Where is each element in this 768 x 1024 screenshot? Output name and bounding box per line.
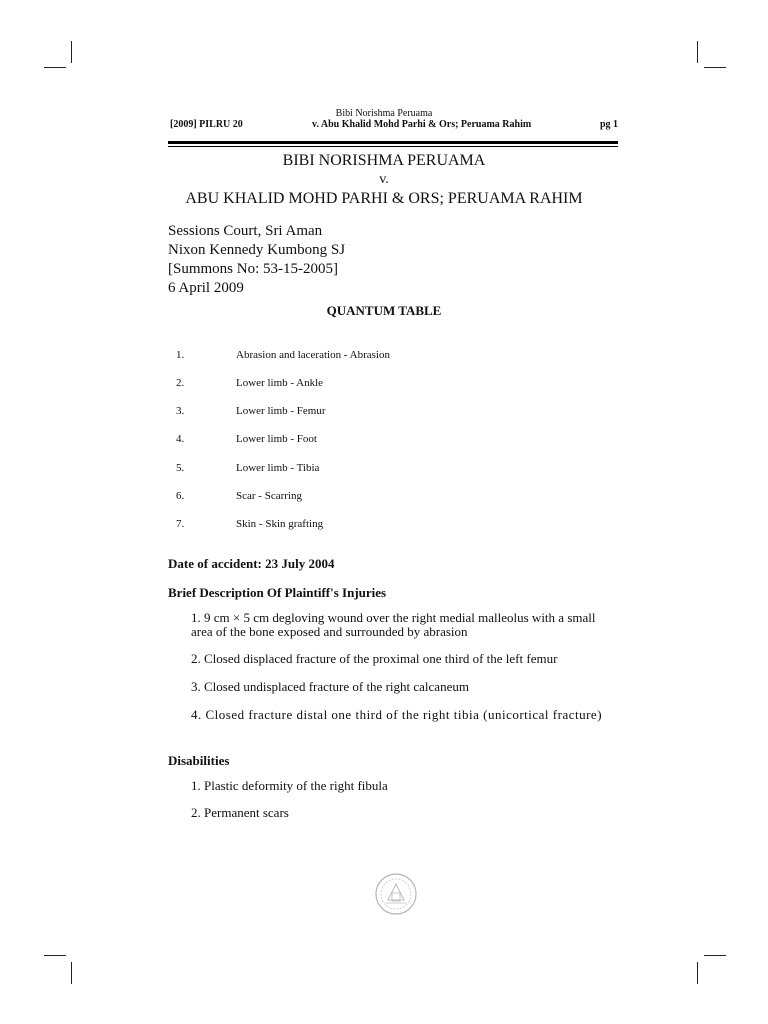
header-page-number: pg 1 [599,119,618,130]
header-citation: [2009] PILRU 20 [170,119,243,130]
crop-mark [44,955,66,956]
crop-mark [71,41,72,63]
injury-item: 1. 9 cm × 5 cm degloving wound over the right medial malleolus with a small area of the bone exposed and surrounded by abrasion [191,610,596,639]
case-title-defendants: ABU KHALID MOHD PARHI & ORS; PERUAMA RAHIM [185,190,583,207]
crop-mark [697,41,698,63]
quantum-item-number: 3. [176,405,185,417]
case-title-plaintiff: BIBI NORISHMA PERUAMA [282,152,486,169]
quantum-item-label: Lower limb - Femur [236,405,326,417]
quantum-item-label: Scar - Scarring [236,490,302,502]
header-parties: v. Abu Khalid Mohd Parhi & Ors; Peruama Rahim [312,119,532,130]
disability-item: 2. Permanent scars [191,805,289,820]
decision-date: 6 April 2009 [168,280,244,296]
crop-mark [44,67,66,68]
header-rule-thick [168,141,618,144]
quantum-item-number: 7. [176,518,185,530]
injuries-heading: Brief Description Of Plaintiff's Injuries [168,585,387,600]
quantum-item-label: Lower limb - Foot [236,433,317,445]
quantum-item-label: Skin - Skin grafting [236,518,324,530]
injury-item: 3. Closed undisplaced fracture of the right calcaneum [191,679,469,694]
case-title-versus: v. [379,172,389,187]
injury-item: 4. Closed fracture distal one third of the right tibia (unicortical fracture) [191,707,603,722]
crop-mark [71,962,72,984]
summons-number: [Summons No: 53-15-2005] [168,261,338,277]
quantum-table-heading: QUANTUM TABLE [326,303,442,318]
header-rule-thin [168,146,618,147]
disability-item: 1. Plastic deformity of the right fibula [191,778,388,793]
quantum-item-number: 4. [176,433,185,445]
case-meta [168,222,345,298]
crop-mark [697,962,698,984]
crop-mark [704,67,726,68]
quantum-item-label: Lower limb - Ankle [236,377,324,389]
quantum-item-label: Abrasion and laceration - Abrasion [236,349,390,361]
quantum-item-number: 2. [176,377,185,389]
quantum-item-number: 6. [176,490,185,502]
disabilities-heading: Disabilities [168,753,230,768]
running-header-title: Bibi Norishma Peruama [335,108,433,119]
court-name: Sessions Court, Sri Aman [168,223,323,239]
crop-mark [704,955,726,956]
quantum-item-label: Lower limb - Tibia [236,462,320,474]
quantum-item-number: 1. [176,349,185,361]
court-seal-icon [374,872,418,916]
injury-item: 2. Closed displaced fracture of the proximal one third of the left femur [191,651,558,666]
quantum-item-number: 5. [176,462,185,474]
judge-name: Nixon Kennedy Kumbong SJ [168,242,346,258]
accident-date-heading: Date of accident: 23 July 2004 [168,556,335,571]
